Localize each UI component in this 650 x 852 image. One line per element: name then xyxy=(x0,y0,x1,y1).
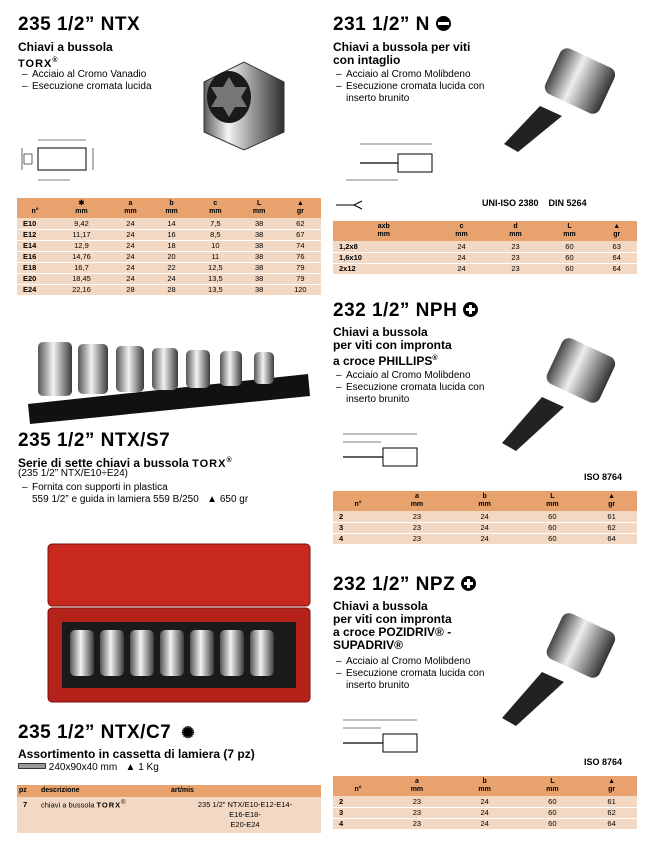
table-cell: 24 xyxy=(435,263,489,274)
table-cell: 23 xyxy=(489,241,543,252)
s7-subtitle-text: Serie di sette chiavi a bussola xyxy=(18,456,189,470)
table-cell: 38 xyxy=(239,262,280,273)
nph-subtitle-line: per viti con impronta xyxy=(333,338,452,352)
ntx-subtitle xyxy=(18,41,113,71)
table-cell: 23 xyxy=(489,252,543,263)
table-row xyxy=(17,797,321,834)
table-cell: 24 xyxy=(451,522,519,533)
table-cell: 62 xyxy=(586,807,637,818)
table-cell: 62 xyxy=(280,218,321,229)
col-header: L mm xyxy=(542,221,596,241)
pozidriv-cross-icon xyxy=(461,576,476,591)
npz-subtitle-line: per viti con impronta xyxy=(333,612,452,626)
table-cell: 10 xyxy=(192,240,238,251)
torx-brand: TORX xyxy=(18,58,53,70)
table-cell: 24 xyxy=(110,218,151,229)
n231-title: 231 1/2” N xyxy=(333,14,451,36)
table-cell: E20 xyxy=(17,273,53,284)
ntx-socket-photo xyxy=(184,42,304,157)
table-cell: 4 xyxy=(333,818,383,829)
standard-label: UNI-ISO 2380 xyxy=(482,198,539,208)
table-row xyxy=(333,511,637,522)
table-row xyxy=(333,522,637,533)
nph-socket-photo xyxy=(490,335,630,455)
table-row xyxy=(17,284,321,295)
nph-table xyxy=(333,491,637,545)
col-header: c mm xyxy=(435,221,489,241)
col-header: pz xyxy=(17,785,39,797)
torx-star-icon: ✺ xyxy=(181,725,196,742)
col-header: L mm xyxy=(518,491,586,511)
npz-bullet: – Esecuzione cromata lucida con inserto brunito xyxy=(336,668,486,692)
table-cell: 12,5 xyxy=(192,262,238,273)
table-cell: 16,7 xyxy=(53,262,110,273)
npz-table xyxy=(333,776,637,830)
weight-icon: ▲ xyxy=(608,493,616,500)
npz-dimension-drawing xyxy=(333,714,478,764)
table-cell: 24 xyxy=(110,262,151,273)
table-cell: 74 xyxy=(280,240,321,251)
col-header: a mm xyxy=(383,776,451,796)
npz-socket-photo xyxy=(490,610,630,730)
ntx-bullet: – Esecuzione cromata lucida xyxy=(22,81,152,93)
c7-subtitle: Assortimento in cassetta di lamiera (7 pz) xyxy=(18,747,255,761)
table-cell: 14 xyxy=(151,218,192,229)
table-cell: 11 xyxy=(192,251,238,262)
standard-label: DIN 5264 xyxy=(548,198,587,208)
table-cell: 7 xyxy=(17,797,39,834)
table-cell: 18,45 xyxy=(53,273,110,284)
table-cell: 38 xyxy=(239,229,280,240)
table-cell: 60 xyxy=(542,252,596,263)
col-header: b mm xyxy=(151,198,192,218)
n231-socket-photo xyxy=(490,44,630,154)
table-cell: E16 xyxy=(17,251,53,262)
n231-standards xyxy=(482,198,587,208)
table-cell: 24 xyxy=(451,533,519,544)
table-cell: 3 xyxy=(333,522,383,533)
nph-bullet: – Esecuzione cromata lucida con inserto brunito xyxy=(336,382,486,406)
table-cell: 24 xyxy=(435,252,489,263)
col-header: a mm xyxy=(110,198,151,218)
npz-subtitle-line: a croce POZIDRIV® - xyxy=(333,625,452,639)
ntx-table xyxy=(17,198,321,296)
npz-bullet: – Acciaio al Cromo Molibdeno xyxy=(336,656,486,668)
table-cell: E18 xyxy=(17,262,53,273)
table-cell: 24 xyxy=(151,273,192,284)
weight-icon: ▲ xyxy=(296,200,304,207)
c7-specs xyxy=(18,762,159,774)
registered-mark: ® xyxy=(432,355,438,362)
table-cell: 63 xyxy=(596,241,637,252)
s7-title: 235 1/2” NTX/S7 xyxy=(18,430,171,451)
table-cell: 235 1/2” NTX/E10-E12-E14- E16-E18- E20-E24 xyxy=(169,797,321,834)
table-row xyxy=(333,241,637,252)
ntx-title: 235 1/2” NTX xyxy=(18,14,141,35)
col-header: art/mis xyxy=(169,785,321,797)
table-cell: 38 xyxy=(239,284,280,295)
table-cell: 60 xyxy=(518,533,586,544)
s7-details xyxy=(22,482,322,506)
table-cell: 28 xyxy=(151,284,192,295)
s7-detail-line: 559 1/2” e guida in lamiera 559 B/250 ▲ 650 gr xyxy=(32,494,249,505)
col-header: ▲ gr xyxy=(280,198,321,218)
c7-weight: 1 Kg xyxy=(138,762,159,773)
nph-standard: ISO 8764 xyxy=(584,472,623,482)
weight-icon: ▲ xyxy=(207,494,218,505)
table-cell: 60 xyxy=(542,241,596,252)
table-row xyxy=(17,240,321,251)
col-header: ▲ gr xyxy=(596,221,637,241)
table-cell: 16 xyxy=(151,229,192,240)
col-header: descrizione xyxy=(39,785,169,797)
table-cell: E10 xyxy=(17,218,53,229)
col-header: axb mm xyxy=(333,221,435,241)
table-cell: 120 xyxy=(280,284,321,295)
npz-title: 232 1/2” NPZ xyxy=(333,574,476,596)
table-cell: 2 xyxy=(333,511,383,522)
table-cell: 38 xyxy=(239,240,280,251)
table-cell: 76 xyxy=(280,251,321,262)
nph-bullet: – Acciaio al Cromo Molibdeno xyxy=(336,370,486,382)
table-cell: 60 xyxy=(518,807,586,818)
npz-subtitle-line: SUPADRIV® xyxy=(333,638,403,652)
col-header: ✱ mm xyxy=(53,198,110,218)
ntx-table-body xyxy=(17,218,321,295)
table-cell: 24 xyxy=(451,807,519,818)
table-cell: 79 xyxy=(280,262,321,273)
col-header: L mm xyxy=(239,198,280,218)
table-cell: 24 xyxy=(451,818,519,829)
table-cell: 60 xyxy=(518,818,586,829)
table-row xyxy=(17,262,321,273)
table-cell: 23 xyxy=(383,807,451,818)
weight-icon: ▲ xyxy=(608,778,616,785)
col-header: d mm xyxy=(489,221,543,241)
c7-title: 235 1/2” NTX/C7 ✺ xyxy=(18,722,196,743)
table-cell: 22,16 xyxy=(53,284,110,295)
table-cell: 79 xyxy=(280,273,321,284)
col-header: ▲ gr xyxy=(586,776,637,796)
table-row xyxy=(17,218,321,229)
torx-icon: ✱ xyxy=(78,200,85,207)
phillips-brand: PHILLIPS xyxy=(378,354,433,368)
weight-icon: ▲ xyxy=(125,762,136,773)
table-cell: E14 xyxy=(17,240,53,251)
table-cell: 22 xyxy=(151,262,192,273)
n231-subtitle: Chiavi a bussola per viti con intaglio xyxy=(333,40,471,67)
n231-dimension-drawing xyxy=(338,132,478,192)
phillips-cross-icon xyxy=(463,302,478,317)
registered-mark: ® xyxy=(121,800,126,806)
npz-bullets xyxy=(336,656,486,692)
table-cell: 24 xyxy=(435,241,489,252)
weight-icon: ▲ xyxy=(613,223,621,230)
table-cell: 60 xyxy=(518,511,586,522)
table-cell: 24 xyxy=(110,240,151,251)
table-cell: 61 xyxy=(586,511,637,522)
table-cell: 24 xyxy=(451,796,519,807)
table-row xyxy=(333,533,637,544)
ntx-bullets xyxy=(22,69,152,93)
table-cell: 1,2x8 xyxy=(333,241,435,252)
table-row xyxy=(333,818,637,829)
ntx-subtitle-line: Chiavi a bussola xyxy=(18,40,113,54)
nph-table-body xyxy=(333,511,637,544)
nph-subtitle: Chiavi a bussola per viti con impronta a croce PHILLIPS® xyxy=(333,326,503,368)
c7-table xyxy=(17,785,321,834)
s7-bullet: – Fornita con supporti in plastica xyxy=(22,482,322,494)
table-cell: 14,76 xyxy=(53,251,110,262)
table-cell: 64 xyxy=(586,818,637,829)
table-cell: E12 xyxy=(17,229,53,240)
table-cell: 62 xyxy=(586,522,637,533)
table-cell: 24 xyxy=(110,229,151,240)
table-cell: 38 xyxy=(239,218,280,229)
table-cell: 60 xyxy=(518,522,586,533)
c7-dimensions: 240x90x40 mm xyxy=(48,762,118,773)
n231-table xyxy=(333,221,637,275)
col-header: c mm xyxy=(192,198,238,218)
table-row xyxy=(333,263,637,274)
n231-bullet: – Acciaio al Cromo Molibdeno xyxy=(336,69,486,81)
case-icon xyxy=(18,763,46,769)
registered-mark: ® xyxy=(226,457,232,464)
table-cell: 12,9 xyxy=(53,240,110,251)
table-cell: 7,5 xyxy=(192,218,238,229)
slotted-blade-icon xyxy=(334,198,364,210)
col-header: n° xyxy=(17,198,53,218)
col-header: n° xyxy=(333,776,383,796)
table-cell: 20 xyxy=(151,251,192,262)
slotted-screw-icon xyxy=(436,16,451,31)
table-cell: 23 xyxy=(489,263,543,274)
table-cell: 24 xyxy=(451,511,519,522)
ntx-bullet: – Acciaio al Cromo Vanadio xyxy=(22,69,152,81)
table-cell: 3 xyxy=(333,807,383,818)
torx-brand: TORX xyxy=(96,800,122,810)
table-row xyxy=(333,252,637,263)
torx-brand: TORX xyxy=(192,458,227,470)
table-cell: 60 xyxy=(542,263,596,274)
n231-table-body xyxy=(333,241,637,274)
table-cell: 64 xyxy=(586,533,637,544)
table-cell: 61 xyxy=(586,796,637,807)
npz-standard: ISO 8764 xyxy=(584,757,623,767)
table-cell: 23 xyxy=(383,511,451,522)
nph-title: 232 1/2” NPH xyxy=(333,300,478,322)
s7-ref: (235 1/2” NTX/E10÷E24) xyxy=(18,468,128,479)
npz-subtitle-line: Chiavi a bussola xyxy=(333,599,428,613)
registered-mark: ® xyxy=(52,57,58,64)
col-header: n° xyxy=(333,491,383,511)
nph-dimension-drawing xyxy=(333,428,478,478)
table-row xyxy=(17,251,321,262)
table-row xyxy=(17,273,321,284)
ntx-dimension-drawing xyxy=(18,130,113,188)
nph-bullets xyxy=(336,370,486,406)
table-cell: 11,17 xyxy=(53,229,110,240)
table-row xyxy=(17,229,321,240)
col-header: a mm xyxy=(383,491,451,511)
s7-weight: 650 gr xyxy=(219,494,249,505)
table-cell: 67 xyxy=(280,229,321,240)
table-cell: 2 xyxy=(333,796,383,807)
col-header: b mm xyxy=(451,776,519,796)
table-cell: 38 xyxy=(239,273,280,284)
table-cell: 13,5 xyxy=(192,284,238,295)
nph-subtitle-line: Chiavi a bussola xyxy=(333,325,428,339)
table-cell: chiavi a bussola TORX® xyxy=(39,797,169,834)
col-header: L mm xyxy=(518,776,586,796)
table-cell: 23 xyxy=(383,796,451,807)
table-cell: 4 xyxy=(333,533,383,544)
npz-table-body xyxy=(333,796,637,829)
table-cell: 18 xyxy=(151,240,192,251)
c7-case-photo xyxy=(44,540,314,705)
table-cell: 9,42 xyxy=(53,218,110,229)
table-cell: 13,5 xyxy=(192,273,238,284)
table-cell: 23 xyxy=(383,522,451,533)
col-header: ▲ gr xyxy=(586,491,637,511)
table-cell: 38 xyxy=(239,251,280,262)
table-row xyxy=(333,807,637,818)
table-cell: 24 xyxy=(110,251,151,262)
n231-bullet: – Esecuzione cromata lucida con inserto brunito xyxy=(336,81,486,105)
n231-bullets xyxy=(336,69,486,105)
table-cell: 23 xyxy=(383,533,451,544)
s7-set-photo xyxy=(18,334,318,424)
table-cell: 64 xyxy=(596,263,637,274)
table-cell: 24 xyxy=(110,273,151,284)
table-cell: 1,6x10 xyxy=(333,252,435,263)
table-cell: 60 xyxy=(518,796,586,807)
table-cell: 2x12 xyxy=(333,263,435,274)
table-row xyxy=(333,796,637,807)
table-cell: 28 xyxy=(110,284,151,295)
table-cell: 23 xyxy=(383,818,451,829)
table-cell: 64 xyxy=(596,252,637,263)
table-cell: 8,5 xyxy=(192,229,238,240)
col-header: b mm xyxy=(451,491,519,511)
table-cell: E24 xyxy=(17,284,53,295)
